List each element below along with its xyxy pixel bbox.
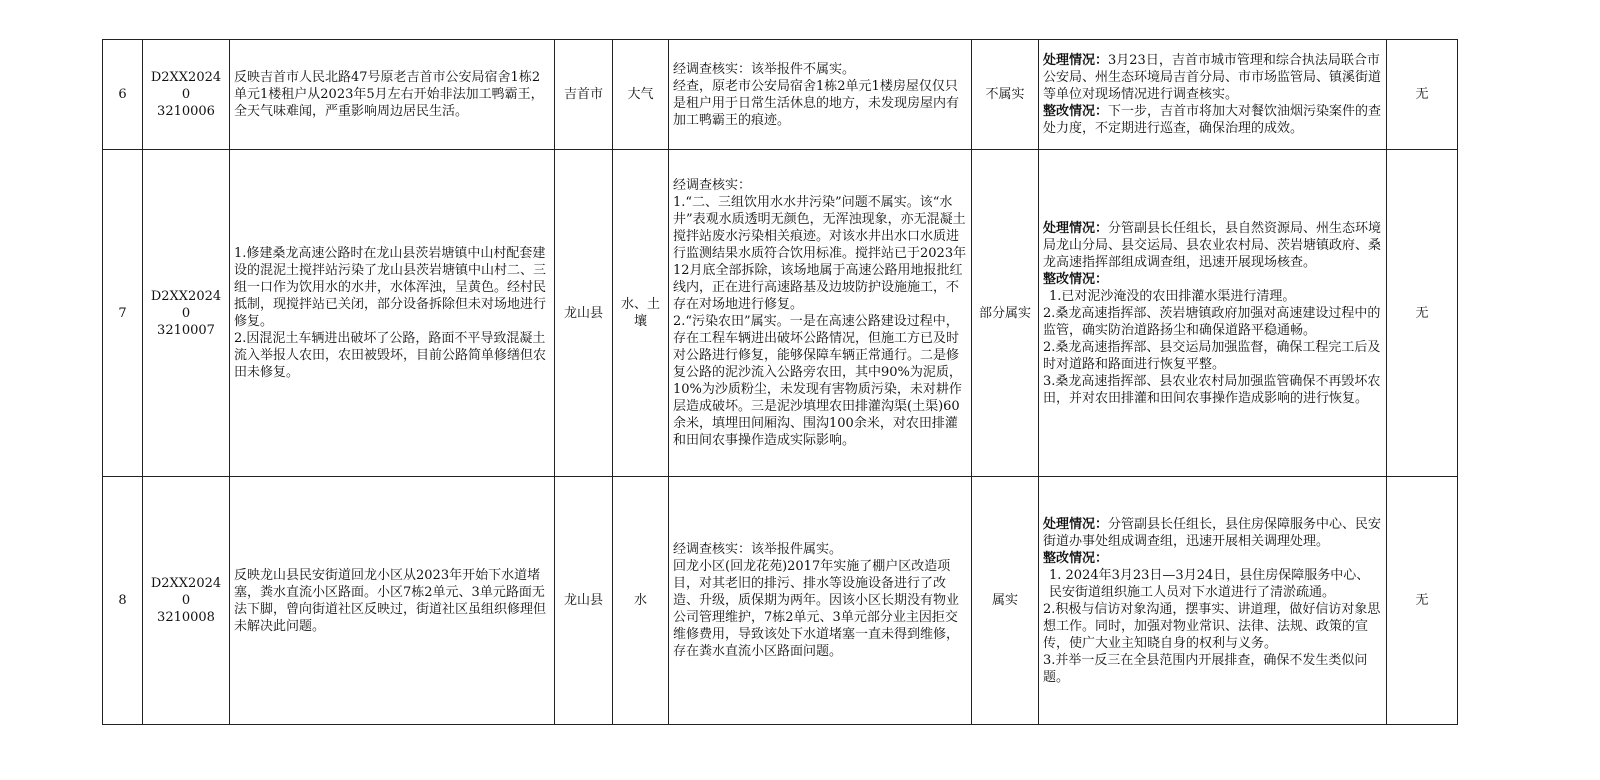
handling-text: 3月23日，吉首市城市管理和综合执法局联合市公安局、州生态环境局吉首分局、市市场监管局、镇溪街道等单位对现场情况进行调查核实。	[1043, 53, 1382, 102]
case-code	[143, 40, 230, 150]
table-body	[103, 40, 1458, 725]
complaint-content	[230, 40, 555, 150]
region-text: 龙山县	[563, 305, 603, 321]
complaint-paragraph: 1.修建桑龙高速公路时在龙山县茨岩塘镇中山村配套建设的混泥土搅拌站污染了龙山县茨岩塘镇中山村二、三组一口作为饮用水的水井，水体浑浊，呈黄色。经村民抵制，现搅拌站已关闭，部分设备拆除但未对场地进行修复。	[234, 246, 547, 329]
rectify-item: 1.已对泥沙淹没的农田排灌水渠进行清理。	[1049, 288, 1296, 304]
verification-result	[972, 477, 1039, 725]
complaint-content	[230, 150, 555, 477]
case-code	[143, 477, 230, 725]
remark-text: 无	[1415, 87, 1429, 102]
row-number-text: 6	[118, 87, 127, 102]
case-code-part: 3210007	[157, 322, 215, 338]
verification	[669, 40, 972, 150]
rectify-label: 整改情况：	[1043, 271, 1109, 287]
complaint-paragraph: 反映吉首市人民北路47号原老吉首市公安局宿舍1栋2单元1楼租户从2023年5月左右开始非法加工鸭霸王，全天气味难闻，严重影响周边居民生活。	[234, 70, 544, 119]
verification-paragraph: 经调查核实：	[673, 178, 752, 193]
case-code-part: D2XX20240	[150, 288, 222, 321]
pollution-type-text: 大气	[627, 87, 654, 102]
case-code-part: D2XX20240	[150, 70, 222, 102]
handling-and-rectification	[1039, 477, 1387, 725]
handling-paragraph	[1043, 220, 1382, 271]
verification-paragraph: 1.“二、三组饮用水水井污染”问题不属实。该“水井”表观水质透明无颜色，无浑浊现象，亦无混凝土搅拌站废水污染相关痕迹。对该水井出水口水质进行监测结果水质符合饮用标准。搅拌站已于2023年12月底全部拆除，该场地属于高速公路用地报批红线内，正在进行高速路基及边坡防护设施施工，不存在对场地进行修复。	[673, 195, 967, 312]
handling-text: 分管副县长任组长，县住房保障服务中心、民安街道办事处组成调查组，迅速开展相关调理处理。	[1043, 516, 1382, 549]
verification-result-text: 部分属实	[978, 305, 1031, 321]
rectify-item: 2.桑龙高速指挥部、县交运局加强监督，确保工程完工后及时对道路和路面进行恢复平整。	[1043, 339, 1381, 372]
remark	[1387, 40, 1458, 150]
pollution-type	[613, 477, 669, 725]
region	[555, 40, 613, 150]
pollution-type-text: 水	[633, 593, 647, 608]
remark	[1387, 477, 1458, 725]
rectify-heading	[1043, 550, 1382, 567]
region-text: 吉首市	[563, 87, 603, 102]
row-number-text: 7	[118, 305, 127, 321]
table-row	[103, 477, 1458, 725]
case-code-part: D2XX20240	[150, 576, 222, 608]
row-number	[103, 40, 143, 150]
case-code-part: 3210006	[157, 104, 215, 119]
rectify-item: 2.桑龙高速指挥部、茨岩塘镇政府加强对高速建设过程中的监管，确实防治道路扬尘和确保道路平稳通畅。	[1043, 305, 1381, 338]
complaint-paragraph: 2.因混泥土车辆进出破坏了公路，路面不平导致混凝土流入举报人农田，农田被毁坏，目前公路简单修缮但农田未修复。	[234, 331, 547, 380]
handling-label: 处理情况：	[1043, 220, 1109, 236]
verification-paragraph: 经查，原老市公安局宿舍1栋2单元1楼房屋仅仅只是租户用于日常生活休息的地方，未发现房屋内有加工鸭霸王的痕迹。	[673, 78, 960, 128]
complaint-paragraph: 反映龙山县民安街道回龙小区从2023年开始下水道堵塞，粪水直流小区路面。小区7栋2单元、3单元路面无法下脚，曾向街道社区反映过，街道社区虽组织修理但未解决此问题。	[234, 567, 547, 634]
rectify-item: 3.桑龙高速指挥部、县农业农村局加强监管确保不再毁坏农田，并对农田排灌和田间农事操作造成影响的进行恢复。	[1043, 373, 1381, 406]
verification-paragraph: 经调查核实：该举报件属实。	[673, 542, 843, 557]
row-number	[103, 150, 143, 477]
verification-result	[972, 40, 1039, 150]
verification-result	[972, 150, 1039, 477]
rectify-item: 3.并举一反三在全县范围内开展排查，确保不发生类似问题。	[1043, 652, 1368, 685]
rectify-heading	[1043, 103, 1382, 137]
case-code-part: 3210008	[157, 610, 215, 625]
verification-paragraph: 回龙小区(回龙花苑)2017年实施了棚户区改造项目，对其老旧的排污、排水等设施设备进行了改造、升级，质保期为两年。因该小区长期没有物业公司管理维护，7栋2单元、3单元部分业主因拒交维修费用，导致该处下水道堵塞一直未得到维修，存在粪水直流小区路面问题。	[673, 559, 960, 659]
remark-text: 无	[1415, 593, 1429, 608]
remark-text: 无	[1415, 305, 1429, 321]
remark	[1387, 150, 1458, 477]
case-code	[143, 150, 230, 477]
handling-label: 处理情况：	[1043, 516, 1109, 532]
region-text: 龙山县	[563, 593, 603, 608]
rectify-heading	[1043, 271, 1382, 288]
complaint-content	[230, 477, 555, 725]
handling-text: 分管副县长任组长，县自然资源局、州生态环境局龙山分局、县交运局、县农业农村局、茨岩塘镇政府、桑龙高速指挥部组成调查组，迅速开展现场核查。	[1043, 220, 1382, 270]
region	[555, 150, 613, 477]
verification-paragraph: 经调查核实：该举报件不属实。	[673, 61, 856, 77]
rectify-text: 下一步，吉首市将加大对餐饮油烟污染案件的查处力度，不定期进行巡查，确保治理的成效。	[1043, 104, 1382, 136]
row-number-text: 8	[118, 593, 127, 608]
verification-result-text: 属实	[991, 593, 1018, 608]
handling-and-rectification	[1039, 40, 1387, 150]
region	[555, 477, 613, 725]
rectify-item: 2.积极与信访对象沟通，摆事实、讲道理，做好信访对象思想工作。同时，加强对物业常识、法律、法规、政策的宣传，使广大业主知晓自身的权利与义务。	[1043, 601, 1381, 651]
verification	[669, 477, 972, 725]
table-row	[103, 150, 1458, 477]
rectify-label: 整改情况：	[1043, 550, 1109, 566]
handling-paragraph	[1043, 516, 1382, 550]
complaint-table	[102, 39, 1458, 725]
verification-result-text: 不属实	[985, 87, 1025, 102]
verification-paragraph: 2.“污染农田”属实。一是在高速公路建设过程中，存在工程车辆进出破坏公路情况，但施工方已及时对公路进行修复，能够保障车辆正常通行。二是修复公路的泥沙流入公路旁农田，其中90%为泥质，10%为沙质粉尘，未发现有害物质污染，未对耕作层造成破坏。三是泥沙填埋农田排灌沟渠(土渠)60余米，填埋田间厢沟、围沟100余米，对农田排灌和田间农事操作造成实际影响。	[673, 314, 962, 448]
pollution-type	[613, 150, 669, 477]
rectify-item: 1. 2024年3月23日—3月24日，县住房保障服务中心、民安街道组织施工人员对下水道进行了清淤疏通。	[1049, 567, 1370, 600]
table-row	[103, 40, 1458, 150]
handling-paragraph	[1043, 52, 1382, 103]
rectify-label: 整改情况：	[1043, 104, 1109, 119]
verification	[669, 150, 972, 477]
handling-and-rectification	[1039, 150, 1387, 477]
pollution-type-text: 水、土壤	[620, 297, 660, 329]
handling-label: 处理情况：	[1043, 53, 1109, 68]
pollution-type	[613, 40, 669, 150]
row-number	[103, 477, 143, 725]
